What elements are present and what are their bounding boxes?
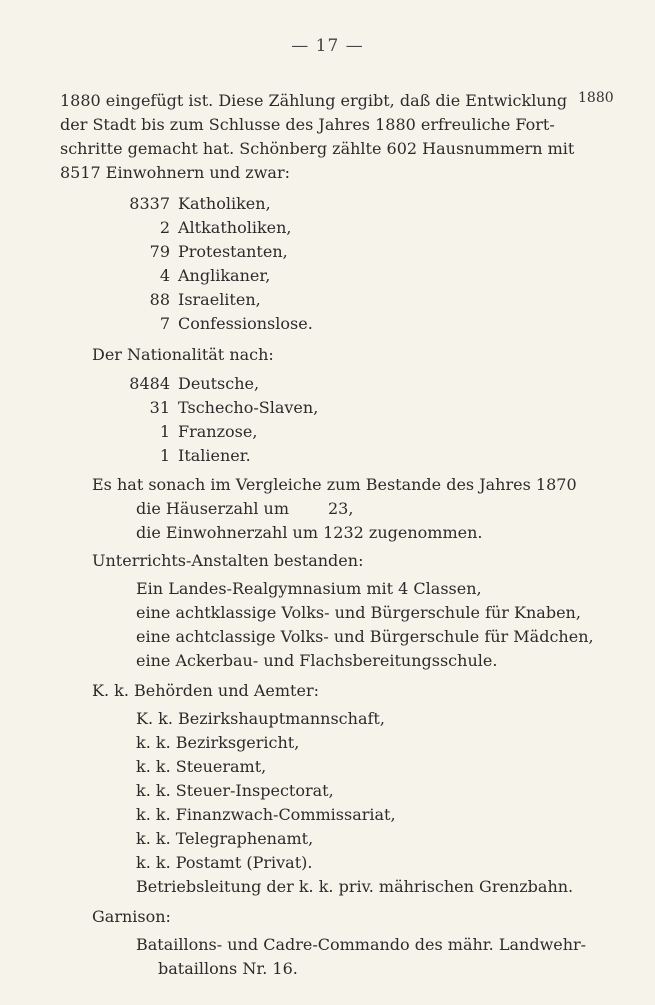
nationality-heading: Der Nationalität nach: — [92, 345, 274, 364]
authority-item: k. k. Bezirksgericht, — [136, 733, 300, 752]
school-item: eine achtclassige Volks- und Bürgerschule für Mädchen, — [136, 627, 594, 646]
nationality-count: 8484 — [129, 374, 170, 393]
garrison-line-1: Bataillons- und Cadre-Commando des mähr. Landwehr- — [136, 935, 587, 954]
religion-label: Protestanten, — [178, 242, 288, 261]
authority-item: k. k. Telegraphenamt, — [136, 829, 314, 848]
comparison-line-2: die Häuserzahl um — [136, 499, 289, 518]
religion-label: Anglikaner, — [178, 266, 271, 285]
authority-item: k. k. Steueramt, — [136, 757, 267, 776]
nationality-row — [128, 421, 257, 443]
religion-row — [128, 241, 288, 263]
nationality-count: 1 — [159, 446, 170, 465]
religion-count: 8337 — [129, 194, 170, 213]
comparison-line-1: Es hat sonach im Vergleiche zum Bestande des Jahres 1870 — [92, 475, 577, 494]
authority-item: Betriebsleitung der k. k. priv. mährischen Grenzbahn. — [136, 877, 574, 896]
nationality-row — [128, 397, 318, 419]
school-item: eine achtklassige Volks- und Bürgerschule für Knaben, — [136, 603, 581, 622]
school-item: Ein Landes-Realgymnasium mit 4 Classen, — [136, 579, 482, 598]
religion-count: 2 — [159, 218, 170, 237]
religion-count: 88 — [149, 290, 170, 309]
nationality-row — [128, 445, 251, 467]
religion-count: 4 — [159, 266, 170, 285]
religion-label: Katholiken, — [178, 194, 271, 213]
garrison-heading: Garnison: — [92, 907, 171, 926]
comparison-value: 23, — [328, 499, 354, 518]
authority-item: k. k. Finanzwach-Commissariat, — [136, 805, 396, 824]
nationality-label: Franzose, — [178, 422, 258, 441]
intro-line-1: 1880 eingefügt ist. Diese Zählung ergibt, daß die Entwicklung — [60, 91, 568, 110]
religion-row — [128, 217, 292, 239]
intro-line-3: schritte gemacht hat. Schönberg zählte 602 Hausnummern mit — [60, 139, 575, 158]
authorities-heading: K. k. Behörden und Aemter: — [92, 681, 319, 700]
intro-line-2: der Stadt bis zum Schlusse des Jahres 1880 erfreuliche Fort- — [60, 115, 555, 134]
religion-label: Altkatholiken, — [178, 218, 292, 237]
religion-row — [128, 193, 271, 215]
religion-count: 79 — [149, 242, 170, 261]
nationality-label: Tschecho-Slaven, — [178, 398, 319, 417]
religion-label: Israeliten, — [178, 290, 261, 309]
intro-line-4: 8517 Einwohnern und zwar: — [60, 163, 290, 182]
nationality-count: 31 — [149, 398, 170, 417]
page-number: — 17 — — [291, 36, 364, 56]
religion-count: 7 — [159, 314, 170, 333]
garrison-line-2: bataillons Nr. 16. — [158, 959, 298, 978]
nationality-label: Italiener. — [178, 446, 251, 465]
nationality-label: Deutsche, — [178, 374, 260, 393]
nationality-row — [128, 373, 259, 395]
religion-row — [128, 289, 261, 311]
comparison-line-3: die Einwohnerzahl um 1232 zugenommen. — [136, 523, 483, 542]
schools-heading: Unterrichts-Anstalten bestanden: — [92, 551, 364, 570]
school-item: eine Ackerbau- und Flachsbereitungsschule. — [136, 651, 498, 670]
authority-item: K. k. Bezirkshauptmannschaft, — [136, 709, 385, 728]
margin-note-year: 1880 — [578, 90, 614, 106]
authority-item: k. k. Postamt (Privat). — [136, 853, 313, 872]
authority-item: k. k. Steuer-Inspectorat, — [136, 781, 334, 800]
religion-row — [128, 265, 270, 287]
religion-label: Confessionslose. — [178, 314, 313, 333]
religion-row — [128, 313, 313, 335]
nationality-count: 1 — [159, 422, 170, 441]
